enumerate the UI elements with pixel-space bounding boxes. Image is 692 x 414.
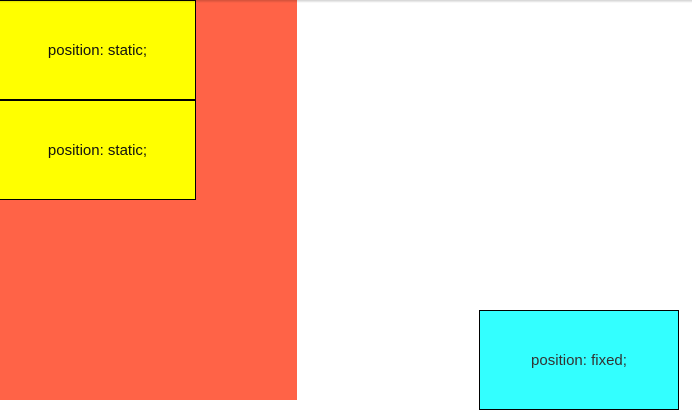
static-box-2-label: position: static; xyxy=(47,141,148,159)
toolbar-shadow xyxy=(0,0,692,3)
static-box-2 xyxy=(0,100,196,200)
fixed-box xyxy=(479,310,679,410)
static-box-1-label: position: static; xyxy=(47,41,148,59)
parent-container xyxy=(0,0,297,400)
fixed-box-label: position: fixed; xyxy=(531,351,627,369)
static-box-1 xyxy=(0,0,196,100)
